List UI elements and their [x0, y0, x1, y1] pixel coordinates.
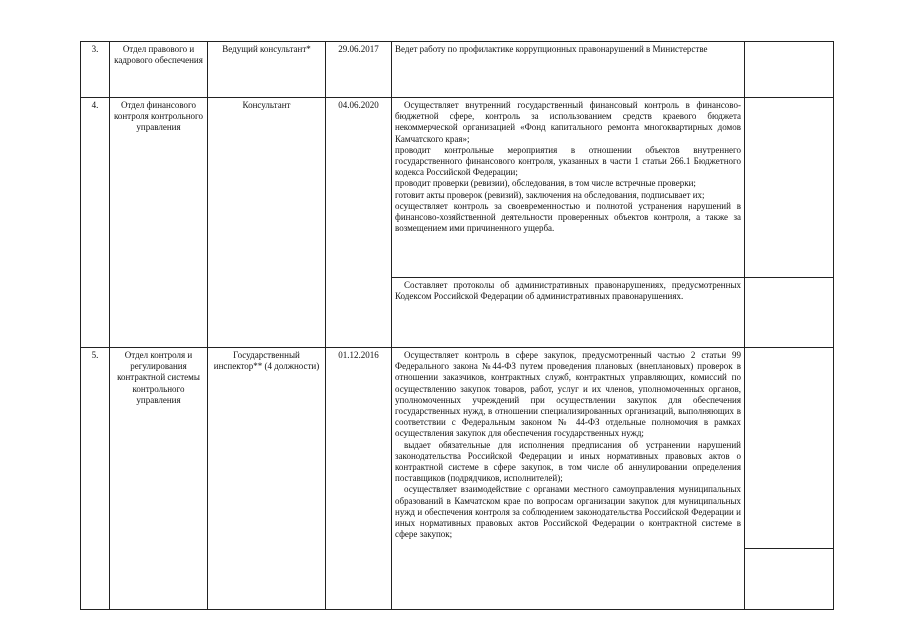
table-row [81, 348, 834, 610]
table-row [81, 98, 834, 278]
table-row [81, 42, 834, 98]
department-cell: Отдел правового и кадрового обеспечения [110, 42, 208, 98]
duties-table [80, 41, 834, 610]
cell-divider [745, 548, 833, 549]
row-number: 5. [81, 348, 110, 610]
duty-paragraph: проводит проверки (ревизии), обследования, в том числе встречные проверки; [395, 178, 696, 189]
empty-cell [745, 98, 834, 278]
position-cell: Ведущий консультант* [208, 42, 326, 98]
duty-paragraph: Составляет протоколы об административных правонарушениях, предусмотренных Кодексом Российской Федерации об административных правонарушениях. [395, 280, 741, 302]
row-number: 3. [81, 42, 110, 98]
duties-cell [392, 98, 745, 278]
date-cell: 04.06.2020 [326, 98, 392, 348]
duty-paragraph: Ведет работу по профилактике коррупционных правонарушений в Министерстве [395, 44, 708, 54]
duty-paragraph: осуществляет контроль за своевременностью и полнотой устранения нарушений в финансово-хозяйственной деятельности проверенных объектов контроля, а также за возмещением ими причиненного ущерба. [395, 200, 741, 234]
department-cell: Отдел финансового контроля контрольного управления [110, 98, 208, 348]
department-cell: Отдел контроля и регулирования контрактной системы контрольного управления [110, 348, 208, 610]
duty-paragraph: выдает обязательные для исполнения предписания об устранении нарушений законодательства Российской Федерации и иных нормативных правовых актов о контрактной системе в сфере закупок, в том числе об аннулировании определения поставщиков (подрядчиков, исполнителей); [395, 439, 741, 484]
row-number: 4. [81, 98, 110, 348]
duty-paragraph: готовит акты проверок (ревизий), заключения на обследования, подписывает их; [395, 189, 705, 200]
duty-paragraph: осуществляет взаимодействие с органами местного самоуправления муниципальных образований в Камчатском крае по вопросам организации закупок для муниципальных нужд и обеспечения контроля за соблюдением законодательства Российской Федерации и иных нормативных правовых актов Российской Федерации о контрактной системе в сфере закупок; [395, 484, 741, 540]
duties-cell [392, 348, 745, 610]
duties-cell [392, 42, 745, 98]
position-cell: Консультант [208, 98, 326, 348]
date-cell: 29.06.2017 [326, 42, 392, 98]
duty-paragraph: проводит контрольные мероприятия в отношении объектов внутреннего государственного финансового контроля, указанных в части 1 статьи 266.1 Бюджетного кодекса Российской Федерации; [395, 144, 741, 178]
duty-paragraph: Осуществляет внутренний государственный финансовый контроль в финансово-бюджетной сфере, контроль за использованием средств краевого бюджета некоммерческой организацией «Фонд капитального ремонта многоквартирных домов Камчатского края»; [395, 100, 741, 144]
duties-cell [392, 278, 745, 348]
date-cell: 01.12.2016 [326, 348, 392, 610]
empty-cell [745, 278, 834, 348]
position-cell: Государственный инспектор** (4 должности) [208, 348, 326, 610]
duty-paragraph: Осуществляет контроль в сфере закупок, предусмотренный частью 2 статьи 99 Федерального закона №44-ФЗ путем проведения плановых (внеплановых) проверок в отношении заказчиков, контрактных служб, контрактных управляющих, комиссий по осуществлению закупок товаров, работ, услуг и их членов, уполномоченных органов, уполномоченных учреждений при осуществлении закупок для обеспечения государственных нужд, в отношении специализированных организаций, выполняющих в соответствии с Федеральным законом № 44-ФЗ отдельные полномочия в рамках осуществления закупок для обеспечения государственных нужд; [395, 350, 741, 439]
empty-cell [745, 42, 834, 98]
empty-cell [745, 348, 834, 610]
